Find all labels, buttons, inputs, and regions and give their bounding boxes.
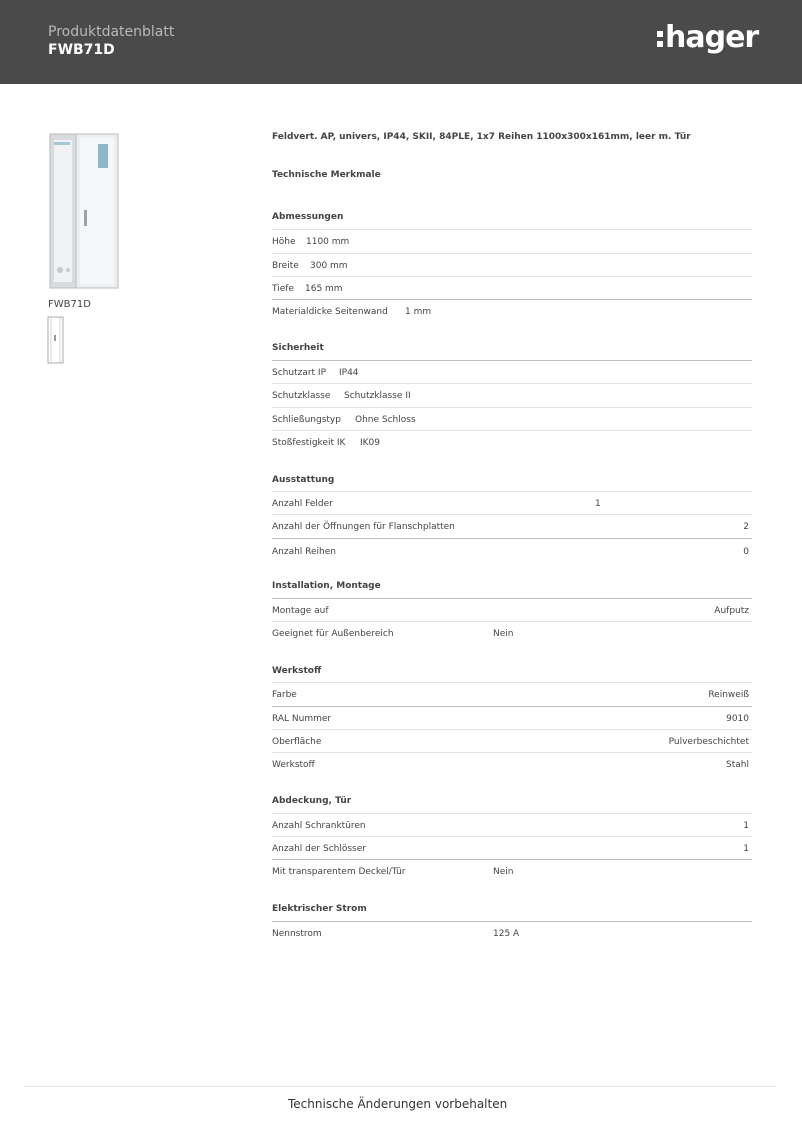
- spec-row: [272, 598, 752, 622]
- spec-label: Anzahl der Schlösser: [272, 844, 366, 854]
- spec-row: [272, 491, 752, 515]
- spec-row: [272, 299, 752, 323]
- spec-value: 300 mm: [310, 261, 348, 271]
- spec-row: [272, 430, 752, 454]
- spec-value: Nein: [493, 629, 514, 639]
- spec-value: Reinweiß: [708, 690, 749, 700]
- spec-row: [272, 682, 752, 706]
- spec-value: 1: [743, 844, 749, 854]
- technical-features-heading: Technische Merkmale: [272, 170, 381, 180]
- spec-value: 1: [743, 821, 749, 831]
- spec-row: [272, 859, 752, 883]
- spec-row: [272, 752, 752, 776]
- spec-value: Nein: [493, 867, 514, 877]
- spec-value: 125 A: [493, 929, 520, 939]
- spec-value: Pulverbeschichtet: [668, 737, 749, 747]
- spec-label: Tiefe: [272, 284, 294, 294]
- spec-value: Aufputz: [714, 606, 749, 616]
- spec-row: [272, 253, 752, 277]
- section-title-werkstoff: Werkstoff: [272, 666, 322, 676]
- spec-value: 1100 mm: [306, 237, 350, 247]
- header-subtitle: Produktdatenblatt: [48, 24, 175, 40]
- spec-value: 0: [743, 547, 749, 557]
- header-title: FWB71D: [48, 42, 115, 58]
- cabinet-drawing-thumbnail[interactable]: [46, 315, 66, 365]
- section-title-abmessungen: Abmessungen: [272, 212, 344, 222]
- distribution-cabinet-photo: [48, 130, 120, 292]
- spec-label: Montage auf: [272, 606, 329, 616]
- spec-value: IP44: [339, 368, 359, 378]
- section-title-ausstattung: Ausstattung: [272, 475, 335, 485]
- spec-value: Stahl: [726, 760, 749, 770]
- spec-label: Farbe: [272, 690, 297, 700]
- spec-label: Breite: [272, 261, 299, 271]
- spec-value: IK09: [360, 438, 381, 448]
- spec-label: RAL Nummer: [272, 714, 332, 724]
- spec-value: Schutzklasse II: [344, 391, 411, 401]
- spec-label: Schutzklasse: [272, 391, 331, 401]
- section-title-installation: Installation, Montage: [272, 581, 381, 591]
- product-title: Feldvert. AP, univers, IP44, SKII, 84PLE, 1x7 Reihen 1100x300x161mm, leer m. Tür: [272, 132, 691, 142]
- spec-row: [272, 813, 752, 837]
- spec-label: Nennstrom: [272, 929, 322, 939]
- footer-note: Technische Änderungen vorbehalten: [288, 1097, 508, 1111]
- spec-label: Anzahl der Öffnungen für Flanschplatten: [272, 522, 455, 532]
- logo-dots-icon: [657, 31, 663, 51]
- logo-text: hager: [665, 20, 759, 55]
- spec-label: Anzahl Schranktüren: [272, 821, 366, 831]
- section-title-strom: Elektrischer Strom: [272, 904, 367, 914]
- spec-row: [272, 514, 752, 538]
- spec-label: Geeignet für Außenbereich: [272, 629, 394, 639]
- spec-value: Ohne Schloss: [355, 415, 416, 425]
- spec-label: Mit transparentem Deckel/Tür: [272, 867, 406, 877]
- spec-row: [272, 538, 752, 565]
- spec-value: 165 mm: [305, 284, 343, 294]
- spec-label: Materialdicke Seitenwand: [272, 307, 388, 317]
- spec-row: [272, 276, 752, 300]
- spec-row: [272, 229, 752, 253]
- section-title-sicherheit: Sicherheit: [272, 343, 324, 353]
- page-header: [0, 0, 802, 84]
- spec-value: 1 mm: [405, 307, 432, 317]
- spec-row: [272, 383, 752, 407]
- spec-value: 9010: [726, 714, 749, 724]
- spec-row: [272, 921, 752, 945]
- section-title-abdeckung: Abdeckung, Tür: [272, 796, 352, 806]
- spec-label: Schutzart IP: [272, 368, 327, 378]
- spec-label: Oberfläche: [272, 737, 322, 747]
- footer-divider: [24, 1086, 776, 1087]
- spec-row: [272, 706, 752, 730]
- spec-value: 2: [743, 522, 749, 532]
- spec-label: Stoßfestigkeit IK: [272, 438, 346, 448]
- spec-row: [272, 621, 752, 645]
- spec-row: [272, 836, 752, 860]
- spec-row: [272, 360, 752, 384]
- spec-label: Schließungstyp: [272, 415, 341, 425]
- spec-label: Anzahl Reihen: [272, 547, 336, 557]
- spec-value: 1: [595, 499, 601, 509]
- spec-label: Höhe: [272, 237, 296, 247]
- image-caption: FWB71D: [48, 299, 91, 310]
- spec-row: [272, 729, 752, 753]
- spec-row: [272, 407, 752, 431]
- spec-label: Werkstoff: [272, 760, 315, 770]
- spec-label: Anzahl Felder: [272, 499, 333, 509]
- hager-logo: [654, 20, 759, 62]
